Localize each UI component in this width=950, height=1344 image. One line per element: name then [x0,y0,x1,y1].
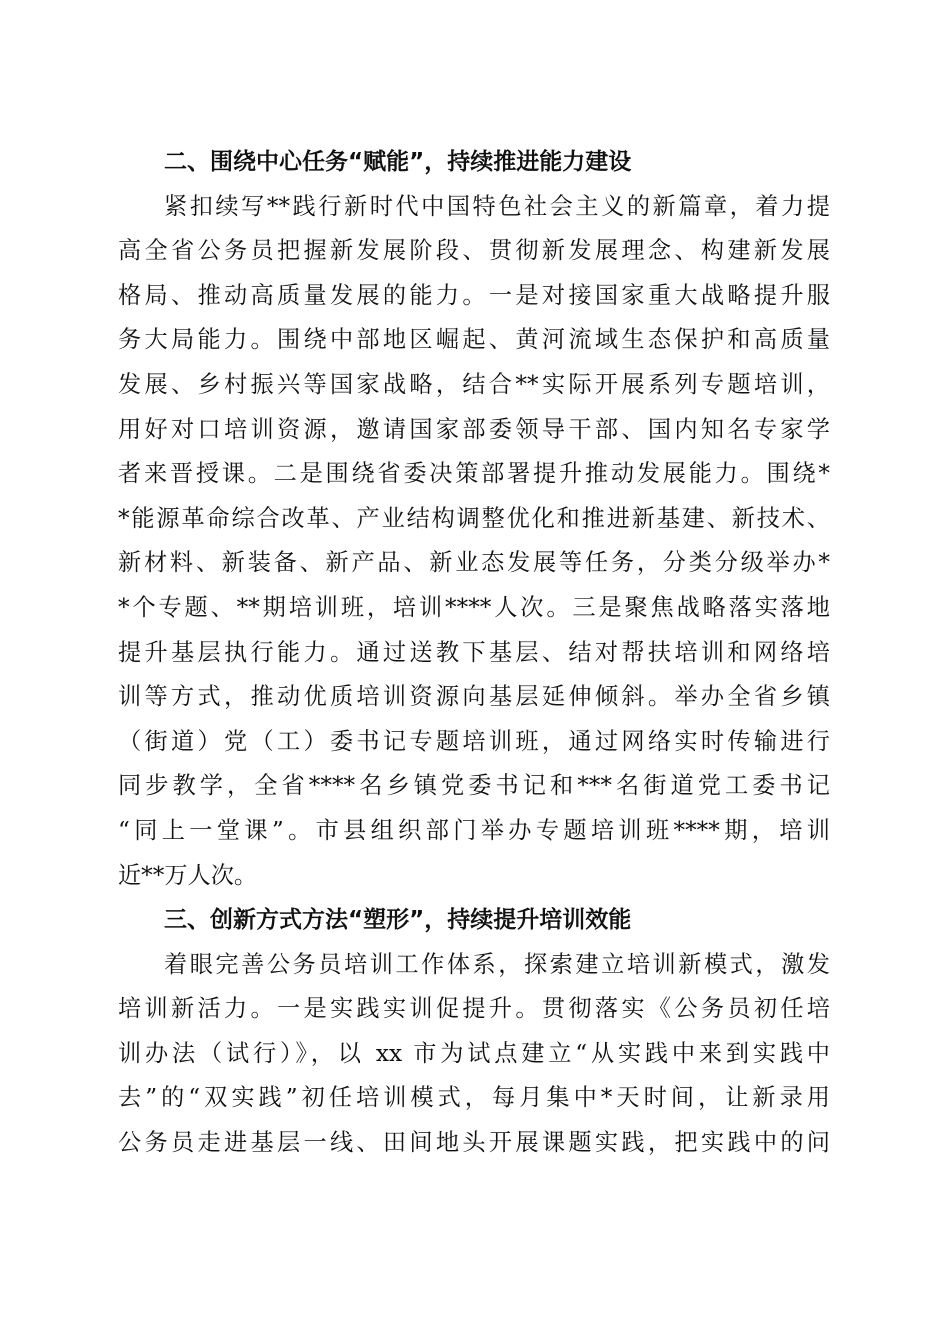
paragraph-line: 紧扣续写**践行新时代中国特色社会主义的新篇章，着力提 [164,192,830,220]
section-heading: 三、创新方式方法“塑形”，持续提升培训效能 [164,907,632,934]
paragraph-line: 训等方式，推动优质培训资源向基层延伸倾斜。举办全省乡镇 [118,683,830,711]
paragraph-line: *个专题、**期培训班，培训****人次。三是聚焦战略落实落地 [118,593,830,621]
paragraph-line: 训办法（试行）》，以 xx 市为试点建立“从实践中来到实践中 [118,1039,830,1067]
paragraph-line: 者来晋授课。二是围绕省委决策部署提升推动发展能力。围绕* [118,460,830,488]
section-heading: 二、围绕中心任务“赋能”，持续推进能力建设 [164,149,632,175]
paragraph-line: *能源革命综合改革、产业结构调整优化和推进新基建、新技术、 [118,504,830,532]
section-paragraph [118,185,830,899]
paragraph-line: 去”的“双实践”初任培训模式，每月集中*天时间，让新录用 [118,1084,830,1112]
paragraph-line: “同上一堂课”。市县组织部门举办专题培训班****期，培训 [118,816,830,844]
paragraph-line: 高全省公务员把握新发展阶段、贯彻新发展理念、构建新发展 [118,237,830,265]
document-body [118,140,830,1166]
paragraph-line: 公务员走进基层一线、田间地头开展课题实践，把实践中的问 [118,1129,830,1157]
paragraph-line: 新材料、新装备、新产品、新业态发展等任务，分类分级举办* [118,549,830,577]
paragraph-line: 近**万人次。 [118,861,258,889]
paragraph-line: 务大局能力。围绕中部地区崛起、黄河流域生态保护和高质量 [118,326,830,354]
paragraph-line: 着眼完善公务员培训工作体系，探索建立培训新模式，激发 [164,950,830,978]
section-paragraph [118,943,830,1166]
paragraph-line: 发展、乡村振兴等国家战略，结合**实际开展系列专题培训， [118,370,830,398]
paragraph-line: （街道）党（工）委书记专题培训班，通过网络实时传输进行 [118,727,830,755]
paragraph-line: 格局、推动高质量发展的能力。一是对接国家重大战略提升服 [118,281,830,309]
paragraph-line: 同步教学，全省****名乡镇党委书记和***名街道党工委书记 [118,772,830,800]
paragraph-line: 培训新活力。一是实践实训促提升。贯彻落实《公务员初任培 [118,995,830,1023]
paragraph-line: 用好对口培训资源，邀请国家部委领导干部、国内知名专家学 [118,415,830,443]
paragraph-line: 提升基层执行能力。通过送教下基层、结对帮扶培训和网络培 [118,638,830,666]
